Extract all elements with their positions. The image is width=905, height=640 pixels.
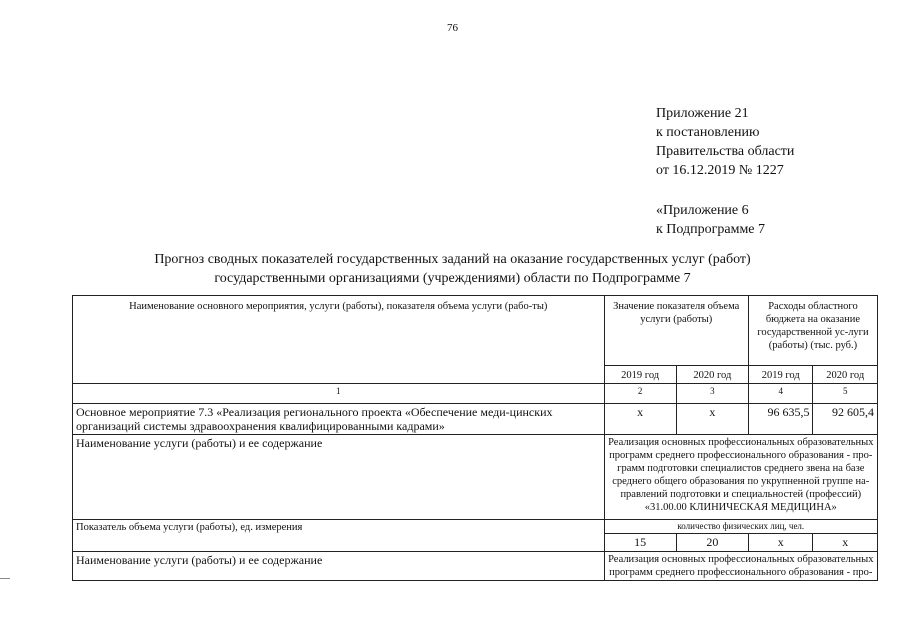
scan-edge-mark [0,578,10,579]
service-label-cell: Наименование услуги (работы) и ее содержание [73,552,605,581]
header-expense-cell: Расходы областного бюджета на оказание государственной ус-луги (работы) (тыс. руб.) [748,296,877,366]
heading-line: государственными организациями (учреждениями) области по Подпрограмме 7 [214,271,691,286]
event-volume-2020: х [676,404,748,435]
column-number-cell: 1 [73,384,605,404]
year-cell: 2020 год [676,366,748,384]
appendix-line: «Приложение 6 [656,203,749,218]
column-number-cell: 3 [676,384,748,404]
indicator-value-2019: 15 [604,534,676,552]
appendix-line: Правительства области [656,144,795,159]
column-number-cell: 4 [748,384,813,404]
event-expense-2019: 96 635,5 [748,404,813,435]
header-volume-cell: Значение показателя объема услуги (работы) [604,296,748,366]
indicator-value-2020: 20 [676,534,748,552]
appendix-line: к Подпрограмме 7 [656,222,766,237]
column-number-row [73,384,878,404]
appendix-line: от 16.12.2019 № 1227 [656,163,784,178]
appendix-gap [656,180,794,201]
column-number-cell: 2 [604,384,676,404]
column-number-cell: 5 [813,384,878,404]
appendix-line: к постановлению [656,125,760,140]
service-content-cell: Реализация основных профессиональных образовательных программ среднего профессионального образования - про- [604,552,877,581]
event-volume-2019: х [604,404,676,435]
indicator-unit-cell: количество физических лиц, чел. [604,520,877,534]
indicator-expense-2020: х [813,534,878,552]
appendix-block [656,104,794,239]
year-cell: 2020 год [813,366,878,384]
service-row [73,552,878,581]
year-cell: 2019 год [604,366,676,384]
indicator-label-cell: Показатель объема услуги (работы), ед. измерения [73,520,605,552]
service-content-cell: Реализация основных профессиональных образовательных программ среднего профессионального образования - про-грамм подготовки специалистов среднего звена на базе среднего общего образования по укрупненной группе на-правлений подготовки и специальностей (профессий) «31.00.00 КЛИНИЧЕСКАЯ МЕДИЦИНА» [604,435,877,520]
service-label-cell: Наименование услуги (работы) и ее содержание [73,435,605,520]
indicator-expense-2019: х [748,534,813,552]
appendix-line: Приложение 21 [656,106,749,121]
header-name-cell: Наименование основного мероприятия, услуги (работы), показателя объема услуги (рабо-ты) [73,296,605,384]
heading-line: Прогноз сводных показателей государственных заданий на оказание государственных услуг (работ) [154,252,751,267]
event-name-cell: Основное мероприятие 7.3 «Реализация регионального проекта «Обеспечение меди-цинских организаций системы здравоохранения квалифицированными кадрами» [73,404,605,435]
document-heading [0,250,905,288]
header-row [73,296,878,366]
page-number: 76 [447,22,458,34]
event-expense-2020: 92 605,4 [813,404,878,435]
indicator-row [73,520,878,534]
event-row [73,404,878,435]
year-cell: 2019 год [748,366,813,384]
forecast-table [72,295,878,581]
service-row [73,435,878,520]
